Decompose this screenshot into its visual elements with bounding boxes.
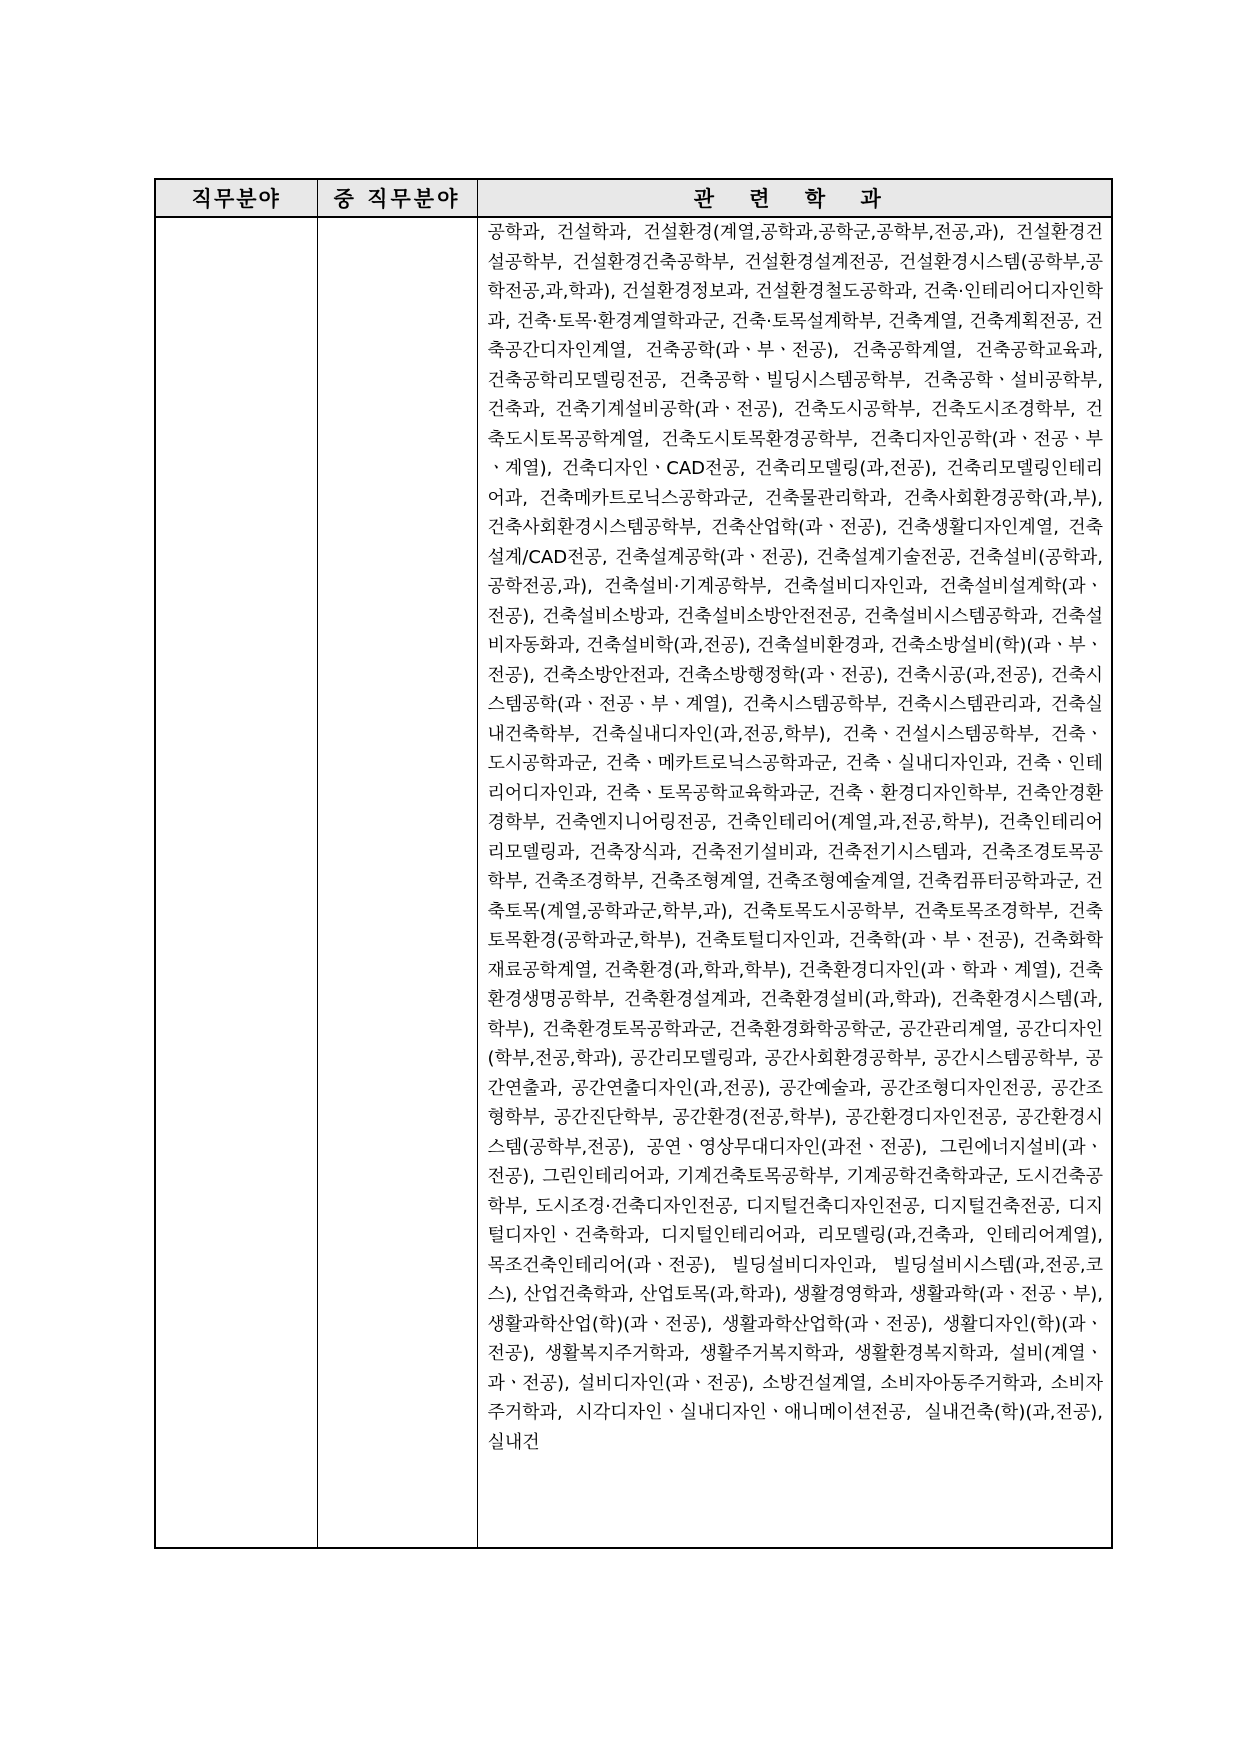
related-majors-cell [477, 217, 1112, 1548]
related-majors-header: 관 련 학 과 [477, 179, 1112, 217]
related-majors-table [154, 178, 1113, 1549]
sub-job-field-header: 중 직무분야 [317, 179, 477, 217]
job-field-cell [155, 217, 317, 1548]
related-majors-text: 공학과, 건설학과, 건설환경(계열,공학과,공학군,공학부,전공,과), 건설환경건설공학부, 건설환경건축공학부, 건설환경설계전공, 건설환경시스템(공학부,공학전공,과,학과), 건설환경정보과, 건설환경철도공학과, 건축·인테리어디자인학과, 건축·토목·환경계열학과군, 건축·토목설계학부, 건축계열, 건축계획전공, 건축공간디자인계열, 건축공학(과ㆍ부ㆍ전공), 건축공학계열, 건축공학교육과, 건축공학리모델링전공, 건축공학ㆍ빌딩시스템공학부, 건축공학ㆍ설비공학부, 건축과, 건축기계설비공학(과ㆍ전공), 건축도시공학부, 건축도시조경학부, 건축도시토목공학계열, 건축도시토목환경공학부, 건축디자인공학(과ㆍ전공ㆍ부ㆍ계열), 건축디자인ㆍCAD전공, 건축리모델링(과,전공), 건축리모델링인테리어과, 건축메카트로닉스공학과군, 건축물관리학과, 건축사회환경공학(과,부), 건축사회환경시스템공학부, 건축산업학(과ㆍ전공), 건축생활디자인계열, 건축설계/CAD전공, 건축설계공학(과ㆍ전공), 건축설계기술전공, 건축설비(공학과,공학전공,과), 건축설비·기계공학부, 건축설비디자인과, 건축설비설계학(과ㆍ전공), 건축설비소방과, 건축설비소방안전전공, 건축설비시스템공학과, 건축설비자동화과, 건축설비학(과,전공), 건축설비환경과, 건축소방설비(학)(과ㆍ부ㆍ전공), 건축소방안전과, 건축소방행정학(과ㆍ전공), 건축시공(과,전공), 건축시스템공학(과ㆍ전공ㆍ부ㆍ계열), 건축시스템공학부, 건축시스템관리과, 건축실내건축학부, 건축실내디자인(과,전공,학부), 건축ㆍ건설시스템공학부, 건축ㆍ도시공학과군, 건축ㆍ메카트로닉스공학과군, 건축ㆍ실내디자인과, 건축ㆍ인테리어디자인과, 건축ㆍ토목공학교육학과군, 건축ㆍ환경디자인학부, 건축안경환경학부, 건축엔지니어링전공, 건축인테리어(계열,과,전공,학부), 건축인테리어리모델링과, 건축장식과, 건축전기설비과, 건축전기시스템과, 건축조경토목공학부, 건축조경학부, 건축조형계열, 건축조형예술계열, 건축컴퓨터공학과군, 건축토목(계열,공학과군,학부,과), 건축토목도시공학부, 건축토목조경학부, 건축토목환경(공학과군,학부), 건축토털디자인과, 건축학(과ㆍ부ㆍ전공), 건축화학재료공학계열, 건축환경(과,학과,학부), 건축환경디자인(과ㆍ학과ㆍ계열), 건축환경생명공학부, 건축환경설계과, 건축환경설비(과,학과), 건축환경시스템(과,학부), 건축환경토목공학과군, 건축환경화학공학군, 공간관리계열, 공간디자인(학부,전공,학과), 공간리모델링과, 공간사회환경공학부, 공간시스템공학부, 공간연출과, 공간연출디자인(과,전공), 공간예술과, 공간조형디자인전공, 공간조형학부, 공간진단학부, 공간환경(전공,학부), 공간환경디자인전공, 공간환경시스템(공학부,전공), 공연ㆍ영상무대디자인(과전ㆍ전공), 그린에너지설비(과ㆍ전공), 그린인테리어과, 기계건축토목공학부, 기계공학건축학과군, 도시건축공학부, 도시조경·건축디자인전공, 디지털건축디자인전공, 디지털건축전공, 디지털디자인ㆍ건축학과, 디지털인테리어과, 리모델링(과,건축과, 인테리어계열), 목조건축인테리어(과ㆍ전공), 빌딩설비디자인과, 빌딩설비시스템(과,전공,코스), 산업건축학과, 산업토목(과,학과), 생활경영학과, 생활과학(과ㆍ전공ㆍ부), 생활과학산업(학)(과ㆍ전공), 생활과학산업학(과ㆍ전공), 생활디자인(학)(과ㆍ전공), 생활복지주거학과, 생활주거복지학과, 생활환경복지학과, 설비(계열ㆍ과ㆍ전공), 설비디자인(과ㆍ전공), 소방건설계열, 소비자아동주거학과, 소비자주거학과, 시각디자인ㆍ실내디자인ㆍ애니메이션전공, 실내건축(학)(과,전공), 실내건 [487, 222, 1103, 1453]
job-field-header: 직무분야 [155, 179, 317, 217]
sub-job-field-cell [317, 217, 477, 1548]
table-header-row [155, 179, 1112, 217]
table-row [155, 217, 1112, 1548]
